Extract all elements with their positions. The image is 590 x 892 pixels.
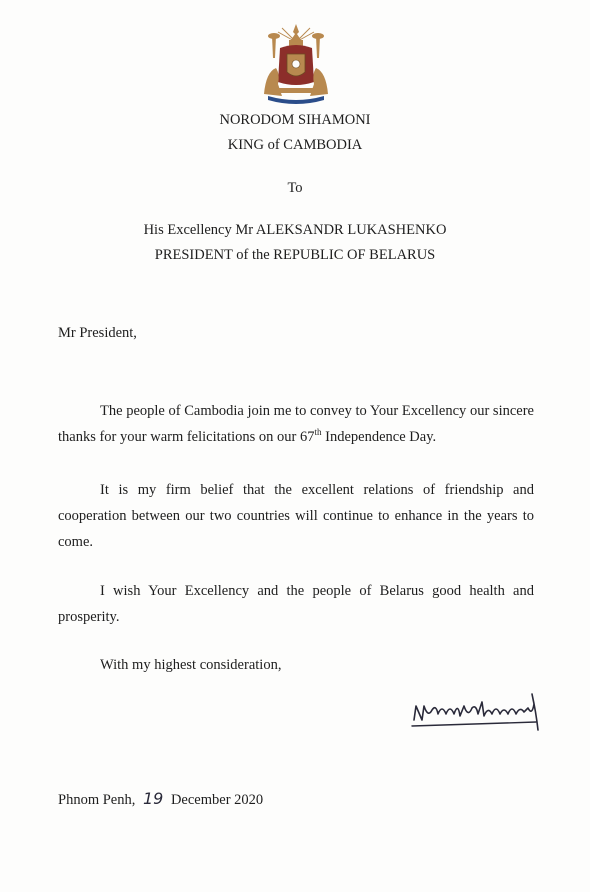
to-label: To [287, 180, 303, 196]
ordinal-suffix: th [314, 427, 322, 438]
paragraph-1-text: The people of Cambodia join me to convey to Your Excellency our sincere thanks for your warm felicitations on our 67 [58, 403, 534, 445]
addressee-line-2: PRESIDENT of the REPUBLIC OF BELARUS [154, 247, 436, 263]
paragraph-2-text: It is my firm belief that the excellent relations of friendship and cooperation between our two countries will continue to enhance in the years to come. [58, 482, 534, 550]
sender-title: KING of CAMBODIA [227, 137, 363, 153]
addressee-line-1: His Excellency Mr ALEKSANDR LUKASHENKO [143, 222, 447, 238]
closing-line: With my highest consideration, [100, 657, 282, 673]
date-place: Phnom Penh, [58, 792, 136, 808]
date-month-year: December 2020 [170, 792, 264, 808]
paragraph-1 [58, 398, 534, 450]
date-line [58, 786, 263, 813]
handwritten-signature-icon [410, 690, 544, 738]
paragraph-3 [58, 578, 534, 630]
sender-name: NORODOM SIHAMONI [219, 112, 371, 128]
paragraph-2 [58, 477, 534, 555]
date-day-handwritten: 19 [142, 789, 164, 808]
salutation: Mr President, [58, 325, 137, 341]
paragraph-1-end: Independence Day. [321, 429, 437, 445]
royal-coat-of-arms-icon [258, 22, 334, 106]
paragraph-3-text: I wish Your Excellency and the people of Belarus good health and prosperity. [58, 583, 534, 625]
